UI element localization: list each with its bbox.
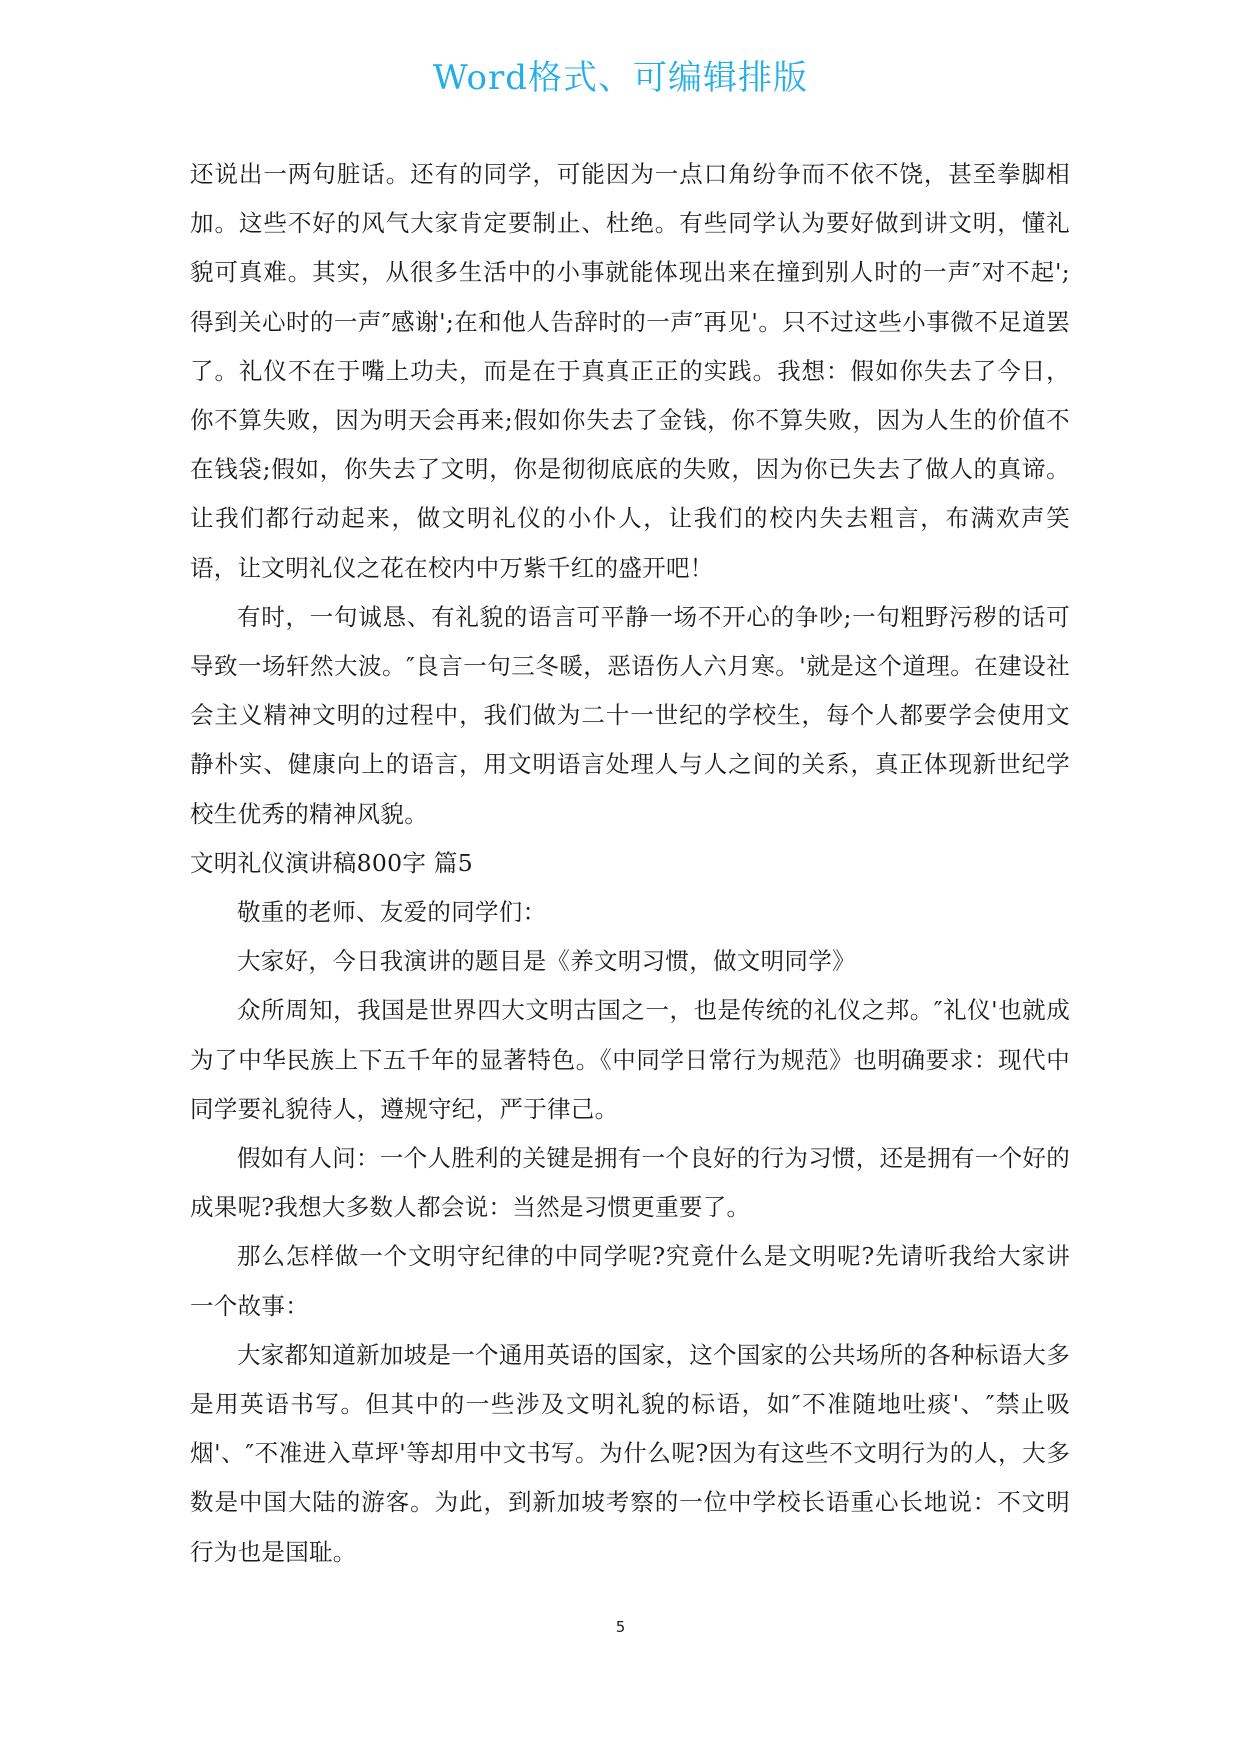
document-body bbox=[190, 150, 1070, 1577]
paragraph: 众所周知，我国是世界四大文明古国之一，也是传统的礼仪之邦。″礼仪'也就成为了中华民族上下五千年的显著特色。《中同学日常行为规范》也明确要求：现代中同学要礼貌待人，遵规守纪，严于律己。 bbox=[190, 996, 1070, 1123]
paragraph: 那么怎样做一个文明守纪律的中同学呢?究竟什么是文明呢?先请听我给大家讲一个故事： bbox=[190, 1242, 1070, 1320]
paragraph: 有时，一句诚恳、有礼貌的语言可平静一场不开心的争吵;一句粗野污秽的话可导致一场轩然大波。″良言一句三冬暖，恶语伤人六月寒。'就是这个道理。在建设社会主义精神文明的过程中，我们做为二十一世纪的学校生，每个人都要学会使用文静朴实、健康向上的语言，用文明语言处理人与人之间的关系，真正体现新世纪学校生优秀的精神风貌。 bbox=[190, 602, 1070, 828]
paragraph: 大家好，今日我演讲的题目是《养文明习惯，做文明同学》 bbox=[237, 947, 856, 976]
page-header-title: Word格式、可编辑排版 bbox=[432, 58, 809, 98]
paragraph: 敬重的老师、友爱的同学们： bbox=[237, 898, 547, 927]
page-number: 5 bbox=[615, 1618, 626, 1636]
section-heading: 文明礼仪演讲稿800字 篇5 bbox=[190, 848, 473, 877]
paragraph: 假如有人问：一个人胜利的关键是拥有一个良好的行为习惯，还是拥有一个好的成果呢?我想大多数人都会说：当然是习惯更重要了。 bbox=[190, 1144, 1070, 1222]
paragraph: 还说出一两句脏话。还有的同学，可能因为一点口角纷争而不依不饶，甚至拳脚相加。这些不好的风气大家肯定要制止、杜绝。有些同学认为要好做到讲文明，懂礼貌可真难。其实，从很多生活中的小事就能体现出来在撞到别人时的一声″对不起';得到关心时的一声″感谢';在和他人告辞时的一声″再见'。只不过这些小事微不足道罢了。礼仪不在于嘴上功夫，而是在于真真正正的实践。我想：假如你失去了今日，你不算失败，因为明天会再来;假如你失去了金钱，你不算失败，因为人生的价值不在钱袋;假如，你失去了文明，你是彻彻底底的失败，因为你已失去了做人的真谛。让我们都行动起来，做文明礼仪的小仆人，让我们的校内失去粗言，布满欢声笑语，让文明礼仪之花在校内中万紫千红的盛开吧！ bbox=[190, 160, 1070, 582]
paragraph: 大家都知道新加坡是一个通用英语的国家，这个国家的公共场所的各种标语大多是用英语书写。但其中的一些涉及文明礼貌的标语，如″不准随地吐痰'、″禁止吸烟'、″不准进入草坪'等却用中文书写。为什么呢?因为有这些不文明行为的人，大多数是中国大陆的游客。为此，到新加坡考察的一位中学校长语重心长地说：不文明行为也是国耻。 bbox=[190, 1340, 1070, 1566]
